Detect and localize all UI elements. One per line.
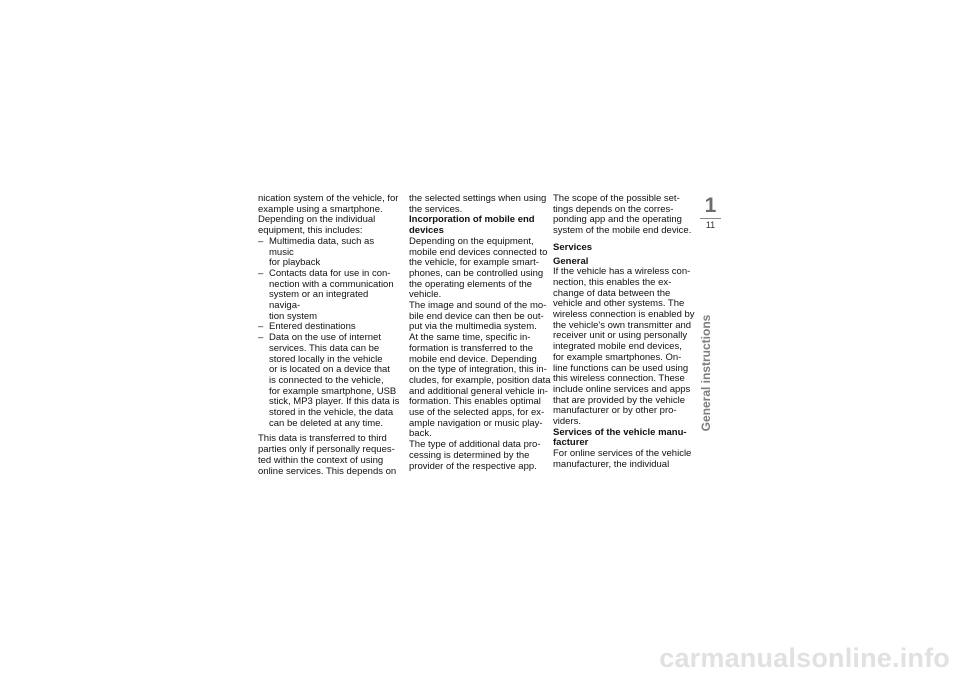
- text-line: nection with a communication: [269, 278, 394, 290]
- col3-general-body: [553, 267, 695, 428]
- col3-intro: [553, 194, 695, 237]
- text-line: cludes, for example, position data: [409, 374, 551, 386]
- page-number: 11: [705, 220, 716, 230]
- text-line: ted within the context of using: [258, 454, 384, 466]
- text-line: formation is transferred to the: [409, 342, 534, 354]
- text-line: for playback: [269, 257, 321, 269]
- text-line: integrated mobile end devices,: [553, 341, 682, 353]
- text-line: stick, MP3 player. If this data is: [269, 396, 400, 408]
- col1-outro: [258, 434, 400, 477]
- text-line: This data is transferred to third: [258, 433, 387, 445]
- side-section-title: [699, 314, 713, 432]
- text-line: tion system: [269, 310, 318, 322]
- text-line: phones, can be controlled using: [409, 267, 544, 279]
- text-line: manufacturer, the individual: [553, 458, 670, 470]
- text-column-3: [553, 194, 695, 471]
- services-heading: Services: [553, 241, 593, 253]
- text-line: system or an integrated naviga-: [269, 289, 369, 312]
- text-line: ponding app and the operating: [553, 214, 682, 226]
- text-line: stored in the vehicle, the data: [269, 407, 394, 419]
- list-item: [258, 237, 400, 269]
- text-line: put via the multimedia system.: [409, 321, 537, 333]
- text-line: services. This data can be: [269, 342, 380, 354]
- heading-line: facturer: [553, 437, 589, 449]
- text-line: tings depends on the corres-: [553, 203, 674, 215]
- text-line: or is located on a device that: [269, 364, 390, 376]
- text-line: wireless connection is enabled by: [553, 309, 695, 321]
- text-line: The image and sound of the mo-: [409, 300, 547, 312]
- text-line: Multimedia data, such as music: [269, 235, 375, 258]
- text-line: include online services and apps: [553, 383, 691, 395]
- text-line: Contacts data for use in con-: [269, 267, 391, 279]
- text-line: nection, this enables the ex-: [553, 276, 672, 288]
- text-line: is connected to the vehicle,: [269, 374, 384, 386]
- text-line: on the type of integration, this in-: [409, 364, 547, 376]
- dash-bullet: –: [258, 321, 264, 333]
- chapter-number: 1: [704, 194, 717, 217]
- manufacturer-services-subheading: [553, 428, 695, 449]
- text-line: equipment, this includes:: [258, 225, 363, 237]
- text-line: change of data between the: [553, 287, 671, 299]
- text-line: vehicle and other systems. The: [553, 298, 685, 310]
- heading-line: devices: [409, 225, 444, 237]
- text-line: the operating elements of the: [409, 278, 533, 290]
- text-line: viders.: [553, 416, 581, 428]
- text-line: can be deleted at any time.: [269, 417, 384, 429]
- text-line: The type of additional data pro-: [409, 439, 541, 451]
- text-line: nication system of the vehicle, for: [258, 193, 399, 204]
- dash-bullet: –: [258, 332, 264, 344]
- text-column-1: [258, 194, 400, 477]
- mobile-devices-heading: [409, 215, 551, 236]
- text-line: cessing is determined by the: [409, 449, 530, 461]
- text-line: formation. This enables optimal: [409, 396, 541, 408]
- text-line: At the same time, specific in-: [409, 332, 531, 344]
- col1-intro: [258, 194, 400, 237]
- text-line: bile end device can then be out-: [409, 310, 544, 322]
- text-line: Depending on the individual: [258, 214, 376, 226]
- text-line: mobile end devices connected to: [409, 246, 548, 258]
- list-item: [258, 333, 400, 429]
- text-line: the services.: [409, 203, 463, 215]
- text-line: system of the mobile end device.: [553, 225, 692, 237]
- list-item: [258, 269, 400, 323]
- text-line: The scope of the possible set-: [553, 193, 680, 204]
- text-line: mobile end device. Depending: [409, 353, 537, 365]
- text-line: the vehicle, for example smart-: [409, 257, 539, 269]
- text-line: If the vehicle has a wireless con-: [553, 266, 691, 278]
- col2-body: [409, 237, 551, 472]
- text-line: ample navigation or music play-: [409, 417, 543, 429]
- col3-manufacturer-body: [553, 449, 695, 470]
- general-subheading: General: [553, 255, 589, 267]
- text-line: receiver unit or using personally: [553, 330, 688, 342]
- text-line: line functions can be used using: [553, 362, 689, 374]
- text-line: the selected settings when using: [409, 193, 547, 204]
- text-line: Data on the use of internet: [269, 332, 381, 344]
- text-line: Entered destinations: [269, 321, 356, 333]
- text-line: that are provided by the vehicle: [553, 394, 686, 406]
- text-line: use of the selected apps, for ex-: [409, 407, 545, 419]
- data-types-list: [258, 237, 400, 430]
- text-line: provider of the respective app.: [409, 460, 537, 472]
- text-column-2: [409, 194, 551, 472]
- text-line: stored locally in the vehicle: [269, 353, 383, 365]
- dash-bullet: –: [258, 267, 264, 279]
- heading-line: Services of the vehicle manu-: [553, 426, 687, 438]
- heading-line: Incorporation of mobile end: [409, 214, 535, 226]
- chapter-tab: [699, 194, 722, 231]
- text-line: Depending on the equipment,: [409, 235, 534, 247]
- text-line: manufacturer or by other pro-: [553, 405, 677, 417]
- text-line: this wireless connection. These: [553, 373, 685, 385]
- text-line: back.: [409, 428, 432, 440]
- text-line: the vehicle's own transmitter and: [553, 319, 692, 331]
- text-line: for example smartphones. On-: [553, 351, 682, 363]
- text-line: For online services of the vehicle: [553, 448, 692, 460]
- text-line: for example smartphone, USB: [269, 385, 397, 397]
- dash-bullet: –: [258, 235, 264, 247]
- text-line: vehicle.: [409, 289, 442, 301]
- watermark: carmanualsonline.info: [659, 643, 950, 673]
- section-title-text: General instructions: [699, 314, 713, 432]
- text-line: and additional general vehicle in-: [409, 385, 548, 397]
- text-line: online services. This depends on: [258, 465, 397, 477]
- text-line: parties only if personally reques-: [258, 444, 395, 456]
- text-line: example using a smartphone.: [258, 203, 383, 215]
